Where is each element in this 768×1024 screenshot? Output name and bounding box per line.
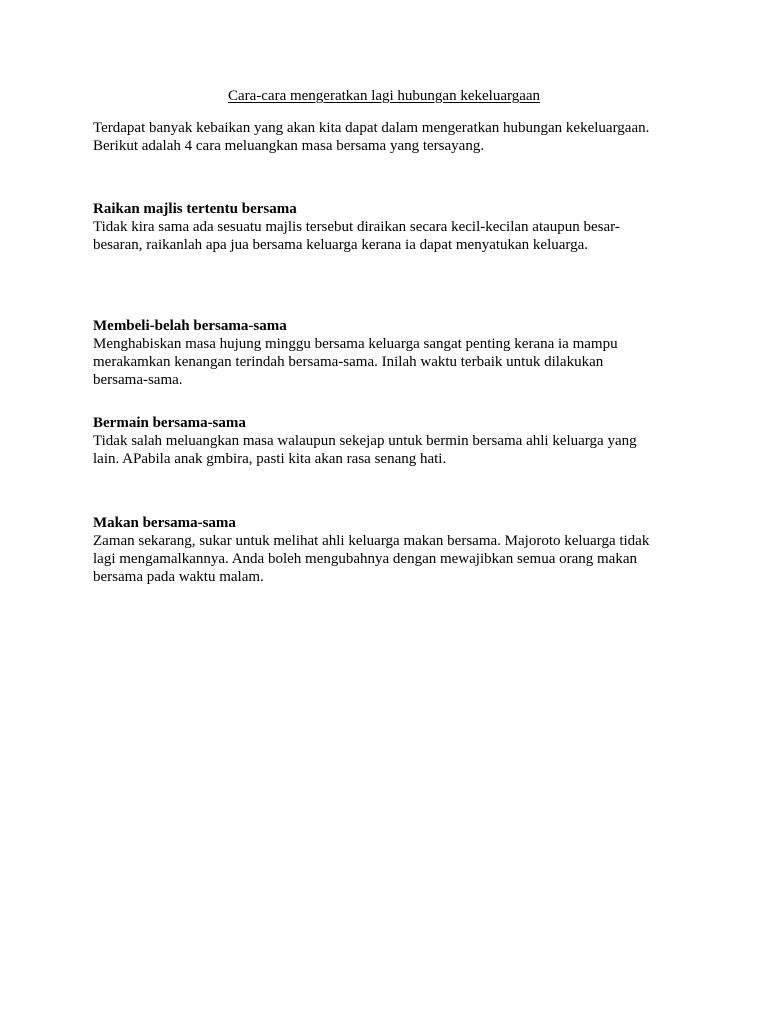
section-line: bersama-sama. <box>93 372 183 388</box>
intro-line: Berikut adalah 4 cara meluangkan masa bersama yang tersayang. <box>93 138 485 154</box>
section-line: lain. APabila anak gmbira, pasti kita akan rasa senang hati. <box>93 451 447 467</box>
section-heading: Membeli-belah bersama-sama <box>93 318 287 334</box>
section-heading: Bermain bersama-sama <box>93 415 246 431</box>
document-title: Cara-cara mengeratkan lagi hubungan kekeluargaan <box>227 88 541 104</box>
intro-line: Terdapat banyak kebaikan yang akan kita dapat dalam mengeratkan hubungan kekeluargaan. <box>93 120 650 136</box>
section-raikan-majlis <box>93 200 683 254</box>
section-line: bersama pada waktu malam. <box>93 569 264 585</box>
section-line: Tidak kira sama ada sesuatu majlis tersebut diraikan secara kecil-kecilan ataupun besar- <box>93 219 620 235</box>
section-bermain <box>93 414 683 468</box>
section-heading: Makan bersama-sama <box>93 515 236 531</box>
section-line: Tidak salah meluangkan masa walaupun sekejap untuk bermin bersama ahli keluarga yang <box>93 433 637 449</box>
section-line: merakamkan kenangan terindah bersama-sama. Inilah waktu terbaik untuk dilakukan <box>93 354 604 370</box>
section-membeli-belah <box>93 317 683 389</box>
section-line: besaran, raikanlah apa jua bersama keluarga kerana ia dapat menyatukan keluarga. <box>93 237 589 253</box>
section-line: Menghabiskan masa hujung minggu bersama keluarga sangat penting kerana ia mampu <box>93 336 618 352</box>
section-line: lagi mengamalkannya. Anda boleh mengubahnya dengan mewajibkan semua orang makan <box>93 551 637 567</box>
section-makan <box>93 514 683 586</box>
section-heading: Raikan majlis tertentu bersama <box>93 201 297 217</box>
intro-paragraph <box>93 119 683 155</box>
section-line: Zaman sekarang, sukar untuk melihat ahli keluarga makan bersama. Majoroto keluarga tidak <box>93 533 650 549</box>
